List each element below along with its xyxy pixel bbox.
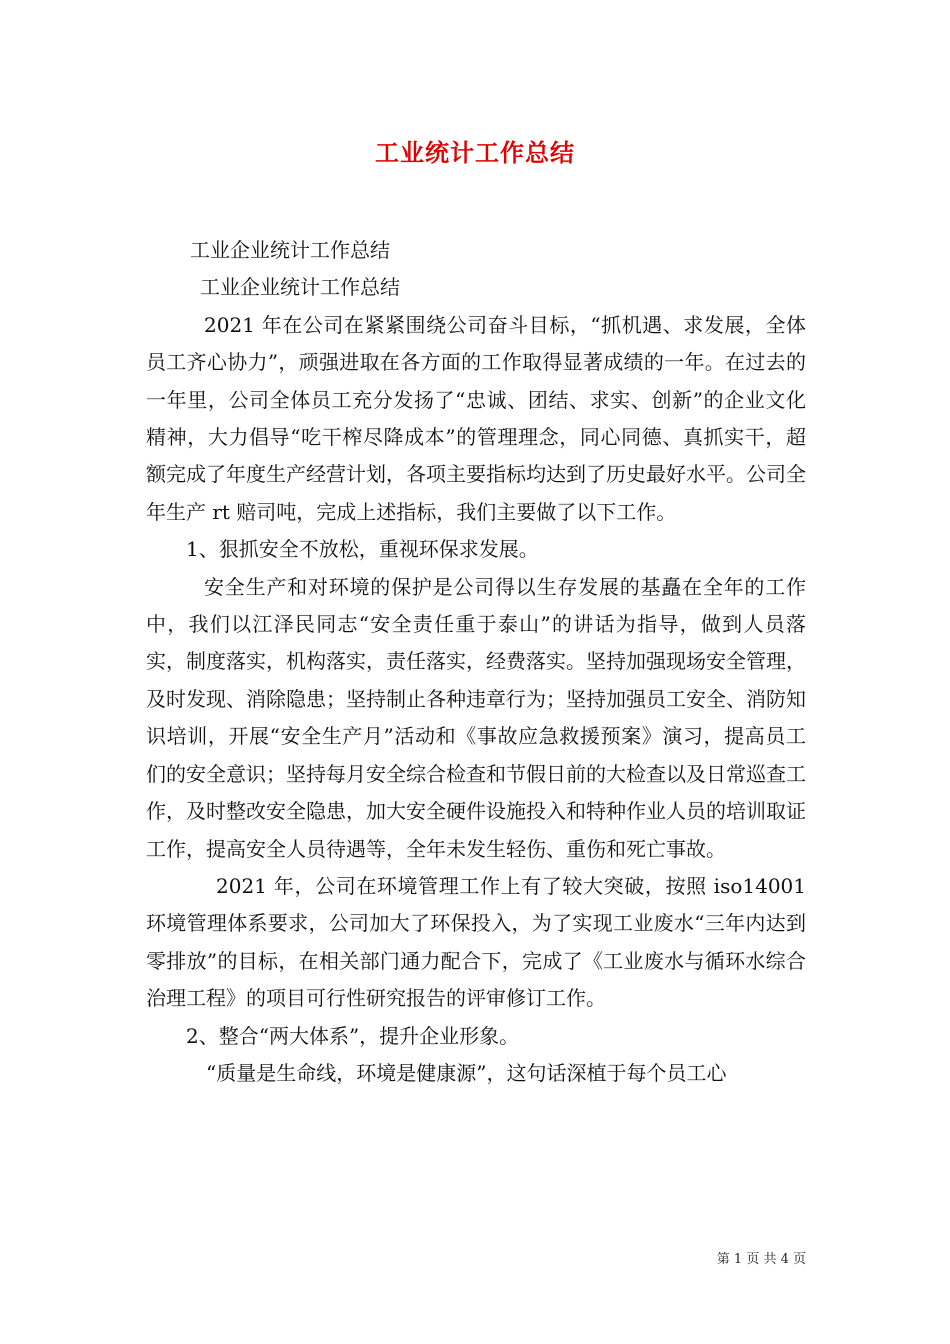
document-body <box>146 232 806 1092</box>
page-number: 第 1 页 共 4 页 <box>716 1252 806 1267</box>
paragraph-safety: 安全生产和对环境的保护是公司得以生存发展的基矗在全年的工作中，我们以江泽民同志“安全责任重于泰山”的讲话为指导，做到人员落实，制度落实，机构落实，责任落实，经费落实。坚持加强现场安全管理，及时发现、消除隐患；坚持制止各种违章行为；坚持加强员工安全、消防知识培训，开展“安全生产月”活动和《事故应急救援预案》演习，提高员工们的安全意识；坚持每月安全综合检查和节假日前的大检查以及日常巡查工作，及时整改安全隐患，加大安全硬件设施投入和特种作业人员的培训取证工作，提高安全人员待遇等，全年未发生轻伤、重伤和死亡事故。 <box>146 574 806 861</box>
section-heading-2: 2、整合“两大体系”，提升企业形象。 <box>186 1023 520 1048</box>
paragraph-subtitle-2: 工业企业统计工作总结 <box>200 275 400 300</box>
paragraph-quality: “质量是生命线，环境是健康源”，这句话深植于每个员工心 <box>206 1060 727 1085</box>
section-heading-1: 1、狠抓安全不放松，重视环保求发展。 <box>186 537 539 562</box>
document-title: 工业统计工作总结 <box>375 138 575 167</box>
paragraph-environment: 2021 年，公司在环境管理工作上有了较大突破，按照 iso14001 环境管理体系要求，公司加大了环保投入，为了实现工业废水“三年内达到零排放”的目标，在相关部门通力配合下，完成了《工业废水与循环水综合治理工程》的项目可行性研究报告的评审修订工作。 <box>146 873 806 1011</box>
paragraph-subtitle-1: 工业企业统计工作总结 <box>190 238 390 262</box>
paragraph-intro: 2021 年在公司在紧紧围绕公司奋斗目标，“抓机遇、求发展，全体员工齐心协力”，顽强进取在各方面的工作取得显著成绩的一年。在过去的一年里，公司全体员工充分发扬了“忠诚、团结、求实、创新”的企业文化精神，大力倡导“吃干榨尽降成本”的管理理念，同心同德、真抓实干，超额完成了年度生产经营计划，各项主要指标均达到了历史最好水平。公司全年生产 rt 赔司吨，完成上述指标，我们主要做了以下工作。 <box>146 312 806 524</box>
